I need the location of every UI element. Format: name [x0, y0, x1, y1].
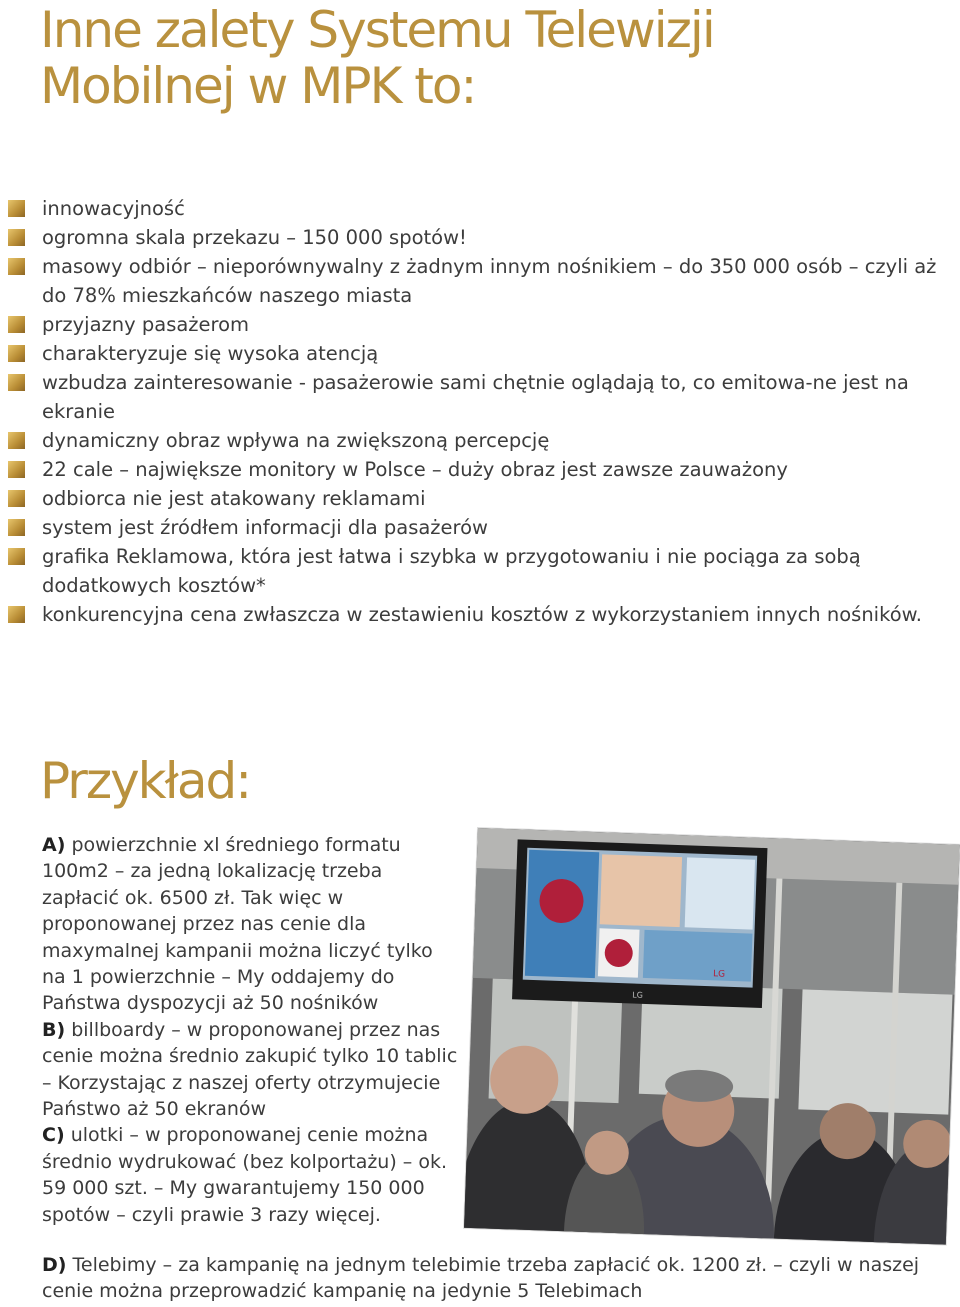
list-item-text: 22 cale – największe monitory w Polsce – duży obraz jest zawsze zauważony: [42, 458, 788, 481]
list-item-text: dynamiczny obraz wpływa na zwiększoną percepcję: [42, 429, 550, 452]
list-item: [0, 484, 960, 513]
bullet-square-icon: [8, 461, 25, 478]
title-line-1: Inne zalety Systemu Telewizji: [40, 1, 714, 59]
bus-interior-illustration: [464, 828, 960, 1245]
advantages-list: [0, 194, 960, 629]
bullet-square-icon: [8, 490, 25, 507]
bullet-square-icon: [8, 316, 25, 333]
example-a-text: powierzchnie xl średniego formatu 100m2 – za jedną lokalizację trzeba zapłacić ok. 6500 zł. Tak więc w proponowanej przez nas cenie dla maxymalnej kampanii można liczyć tylko na 1 powierzchnie – My oddajemy do Państwa dyspozycji aż 50 nośników: [42, 834, 433, 1015]
list-item-text: innowacyjność: [42, 197, 185, 220]
tv-monitor: [512, 839, 767, 1008]
example-b-label: B): [42, 1018, 66, 1041]
list-item-text: charakteryzuje się wysoka atencją: [42, 342, 379, 365]
list-item-text: przyjazny pasażerom: [42, 313, 250, 336]
bullet-square-icon: [8, 606, 25, 623]
example-d-label: D): [42, 1254, 67, 1276]
list-item-text: grafika Reklamowa, która jest łatwa i szybka w przygotowaniu i nie pociąga za sobą dodatkowych kosztów*: [42, 545, 861, 597]
list-item: [0, 310, 960, 339]
list-item: [0, 223, 960, 252]
list-item-text: ogromna skala przekazu – 150 000 spotów!: [42, 226, 467, 249]
bus-interior-photo: [464, 828, 960, 1245]
bullet-square-icon: [8, 258, 25, 275]
example-text-column: [42, 832, 462, 1228]
list-item: [0, 426, 960, 455]
example-heading: Przykład:: [40, 752, 251, 810]
title-line-2: Mobilnej w MPK to:: [40, 57, 476, 115]
list-item: [0, 368, 960, 426]
bullet-square-icon: [8, 374, 25, 391]
example-c-text: ulotki – w proponowanej cenie można średnio wydrukować (bez kolportażu) – ok. 59 000 szt. – My gwarantujemy 150 000 spotów – czyli prawie 3 razy więcej.: [42, 1124, 448, 1226]
monitor-brand: LG: [632, 990, 644, 1000]
page-title: [40, 2, 714, 114]
list-item-text: system jest źródłem informacji dla pasażerów: [42, 516, 489, 539]
list-item: [0, 252, 960, 310]
list-item-text: masowy odbiór – nieporównywalny z żadnym innym nośnikiem – do 350 000 osób – czyli aż do 78% mieszkańców naszego miasta: [42, 255, 937, 307]
example-b: [42, 1017, 462, 1123]
example-d-block: [42, 1252, 942, 1305]
list-item: [0, 600, 960, 629]
list-item-text: odbiorca nie jest atakowany reklamami: [42, 487, 426, 510]
list-item: [0, 455, 960, 484]
list-item-text: konkurencyjna cena zwłaszcza w zestawieniu kosztów z wykorzystaniem innych nośników.: [42, 603, 922, 626]
list-item: [0, 194, 960, 223]
list-item-text: wzbudza zainteresowanie - pasażerowie sami chętnie oglądają to, co emitowa-ne jest na ekranie: [42, 371, 909, 423]
example-d: [42, 1252, 942, 1305]
list-item: [0, 513, 960, 542]
example-c: [42, 1122, 462, 1228]
example-a-label: A): [42, 834, 66, 856]
bullet-square-icon: [8, 200, 25, 217]
screen-brand: LG: [712, 969, 726, 980]
example-c-label: C): [42, 1124, 65, 1147]
bullet-square-icon: [8, 229, 25, 246]
example-b-text: billboardy – w proponowanej przez nas cenie można średnio zakupić tylko 10 tablic – Korzystając z naszej oferty otrzymujecie Państwo aż 50 ekranów: [42, 1018, 458, 1121]
example-a: [42, 832, 462, 1017]
bullet-square-icon: [8, 548, 25, 565]
bullet-square-icon: [8, 519, 25, 536]
list-item: [0, 339, 960, 368]
example-d-text: Telebimy – za kampanię na jednym telebimie trzeba zapłacić ok. 1200 zł. – czyli w naszej cenie można przeprowadzić kampanię na jedynie 5 Telebimach: [42, 1254, 920, 1303]
bullet-square-icon: [8, 432, 25, 449]
list-item: [0, 542, 960, 600]
bullet-square-icon: [8, 345, 25, 362]
